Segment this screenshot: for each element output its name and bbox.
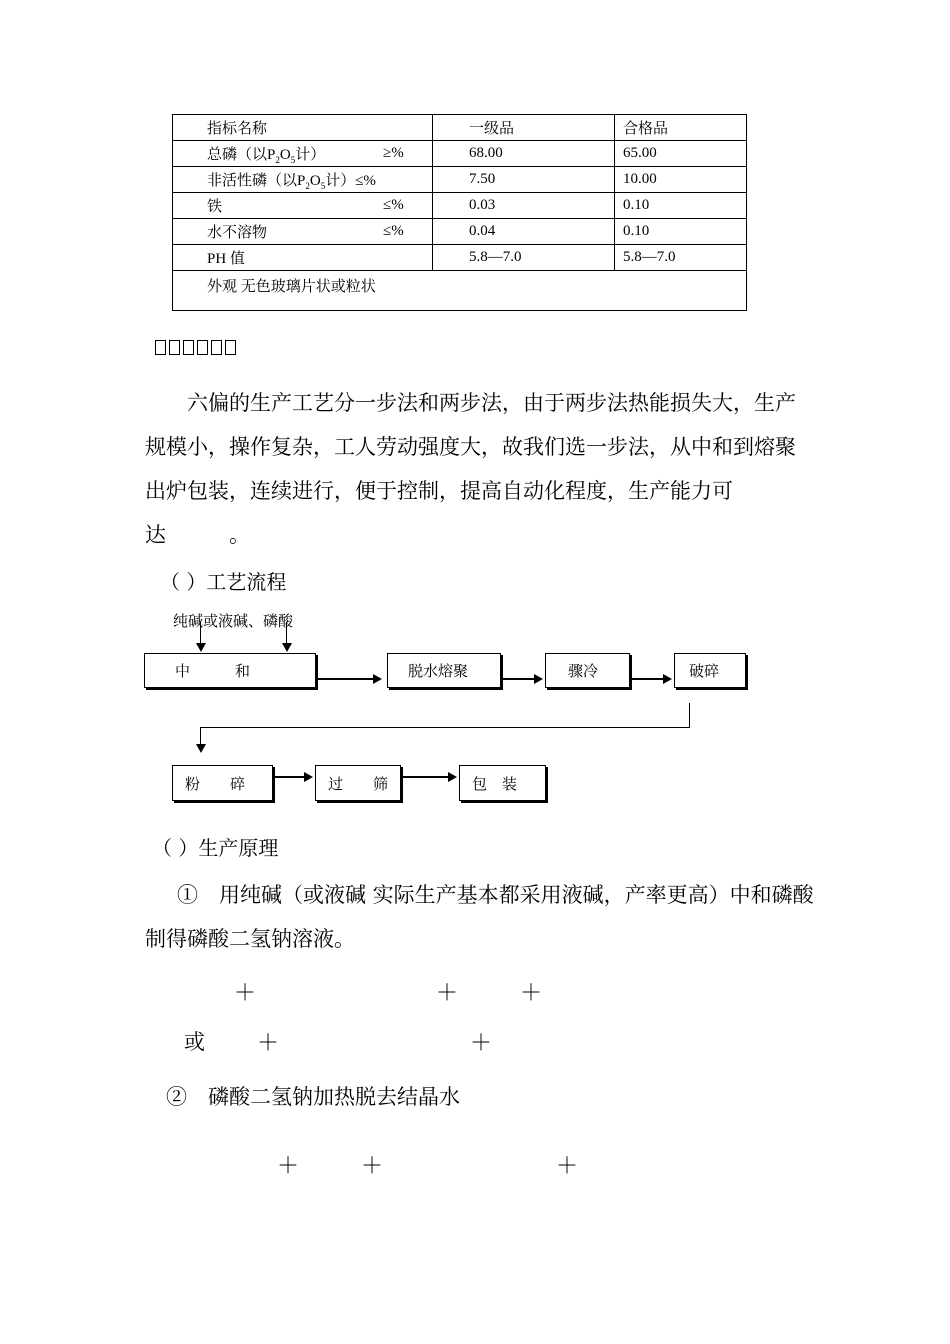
row-qualified: 5.8—7.0 xyxy=(615,245,747,271)
flow-step-sieve: 过 筛 xyxy=(315,765,401,801)
plus-sign: ＋ xyxy=(277,1154,300,1179)
name-text: 计）≤% xyxy=(325,173,376,189)
table-row xyxy=(173,193,747,219)
unit-text: ≤% xyxy=(383,223,404,239)
name-text: 铁 xyxy=(207,199,223,215)
arrow-right-icon xyxy=(318,678,374,680)
process-paragraph: 六偏的生产工艺分一步法和两步法，由于两步法热能损失大，生产规模小，操作复杂，工人劳动强度大，故我们选一步法，从中和到熔聚出炉包装，连续进行，便于控制，提高自动化程度，生产能力可达 。 xyxy=(145,391,796,547)
input-arrow-line xyxy=(286,622,287,644)
flow-step-pack: 包 装 xyxy=(459,765,546,801)
table-row-appearance xyxy=(173,271,747,311)
missing-glyph-box xyxy=(169,340,180,355)
plus-sign: ＋ xyxy=(361,1154,384,1179)
arrow-down-icon xyxy=(196,744,206,753)
table-row xyxy=(173,245,747,271)
header-first-grade: 一级品 xyxy=(433,115,615,141)
flow-step-crush: 破碎 xyxy=(674,653,746,688)
row-name xyxy=(173,193,433,219)
input-arrow-line xyxy=(200,622,201,644)
spec-table xyxy=(172,114,747,311)
flow-step-dehydrate-melt: 脱水熔聚 xyxy=(387,653,501,688)
missing-glyph-box xyxy=(197,340,208,355)
missing-glyph-box xyxy=(155,340,166,355)
unit-text: ≤% xyxy=(383,197,404,213)
header-qualified: 合格品 xyxy=(615,115,747,141)
row-qualified: 0.10 xyxy=(615,193,747,219)
appearance-cell xyxy=(173,271,747,311)
plus-sign: ＋ xyxy=(234,981,257,1006)
arrow-right-icon xyxy=(503,678,535,680)
name-text: 计） xyxy=(295,147,326,163)
missing-glyph-box xyxy=(183,340,194,355)
subscript: 2 xyxy=(275,155,280,165)
arrow-right-icon xyxy=(403,776,449,778)
row-first: 5.8—7.0 xyxy=(433,245,615,271)
subscript: 5 xyxy=(290,155,296,165)
plus-sign: ＋ xyxy=(470,1031,493,1056)
table-row xyxy=(173,219,747,245)
name-text: PH 值 xyxy=(207,251,245,267)
name-text: 水不溶物 xyxy=(207,225,268,241)
step-a-text: ① 用纯碱（或液碱 实际生产基本都采用液碱，产率更高）中和磷酸制得磷酸二氢钠溶液。 xyxy=(145,883,814,951)
row-qualified: 65.00 xyxy=(615,141,747,167)
plus-sign: ＋ xyxy=(436,981,459,1006)
or-label: 或 xyxy=(184,1030,205,1054)
header-name: 指标名称 xyxy=(173,115,433,141)
name-text: O xyxy=(309,173,321,189)
missing-glyph-box xyxy=(225,340,236,355)
connector-line xyxy=(689,703,690,727)
arrow-down-icon xyxy=(282,643,292,652)
plus-sign: ＋ xyxy=(257,1031,280,1056)
section-principle-title: （ ）生产原理 xyxy=(152,836,279,860)
unit-text: ≥% xyxy=(383,145,404,161)
row-name xyxy=(173,219,433,245)
flow-input-label: 纯碱或液碱、磷酸 xyxy=(173,614,294,630)
row-name xyxy=(173,141,433,167)
subscript: 2 xyxy=(305,181,310,191)
connector-line xyxy=(200,727,690,728)
row-qualified: 10.00 xyxy=(615,167,747,193)
section-heading-placeholder xyxy=(155,340,236,359)
missing-glyph-box xyxy=(211,340,222,355)
appearance-label: 外观 xyxy=(207,279,238,295)
row-name xyxy=(173,167,433,193)
plus-sign: ＋ xyxy=(556,1154,579,1179)
appearance-value: 无色玻璃片状或粒状 xyxy=(240,279,376,295)
row-name xyxy=(173,245,433,271)
connector-line xyxy=(200,727,201,744)
table-row xyxy=(173,167,747,193)
table-header-row xyxy=(173,115,747,141)
table-row xyxy=(173,141,747,167)
flow-step-grind: 粉 碎 xyxy=(172,765,273,801)
flow-step-neutralize: 中 和 xyxy=(144,653,316,688)
name-text: O xyxy=(279,147,291,163)
row-first: 7.50 xyxy=(433,167,615,193)
arrow-right-icon xyxy=(275,776,305,778)
plus-sign: ＋ xyxy=(520,981,543,1006)
arrow-right-icon xyxy=(632,678,664,680)
subscript: 5 xyxy=(320,181,326,191)
section-flow-title: （ ）工艺流程 xyxy=(160,570,287,594)
arrow-down-icon xyxy=(196,643,206,652)
row-first: 68.00 xyxy=(433,141,615,167)
row-qualified: 0.10 xyxy=(615,219,747,245)
name-text: 总磷（以P xyxy=(207,147,276,163)
row-first: 0.03 xyxy=(433,193,615,219)
row-first: 0.04 xyxy=(433,219,615,245)
flow-step-quench: 骤冷 xyxy=(545,653,630,688)
name-text: 非活性磷（以P xyxy=(207,173,306,189)
step-b-text: ② 磷酸二氢钠加热脱去结晶水 xyxy=(166,1085,460,1109)
